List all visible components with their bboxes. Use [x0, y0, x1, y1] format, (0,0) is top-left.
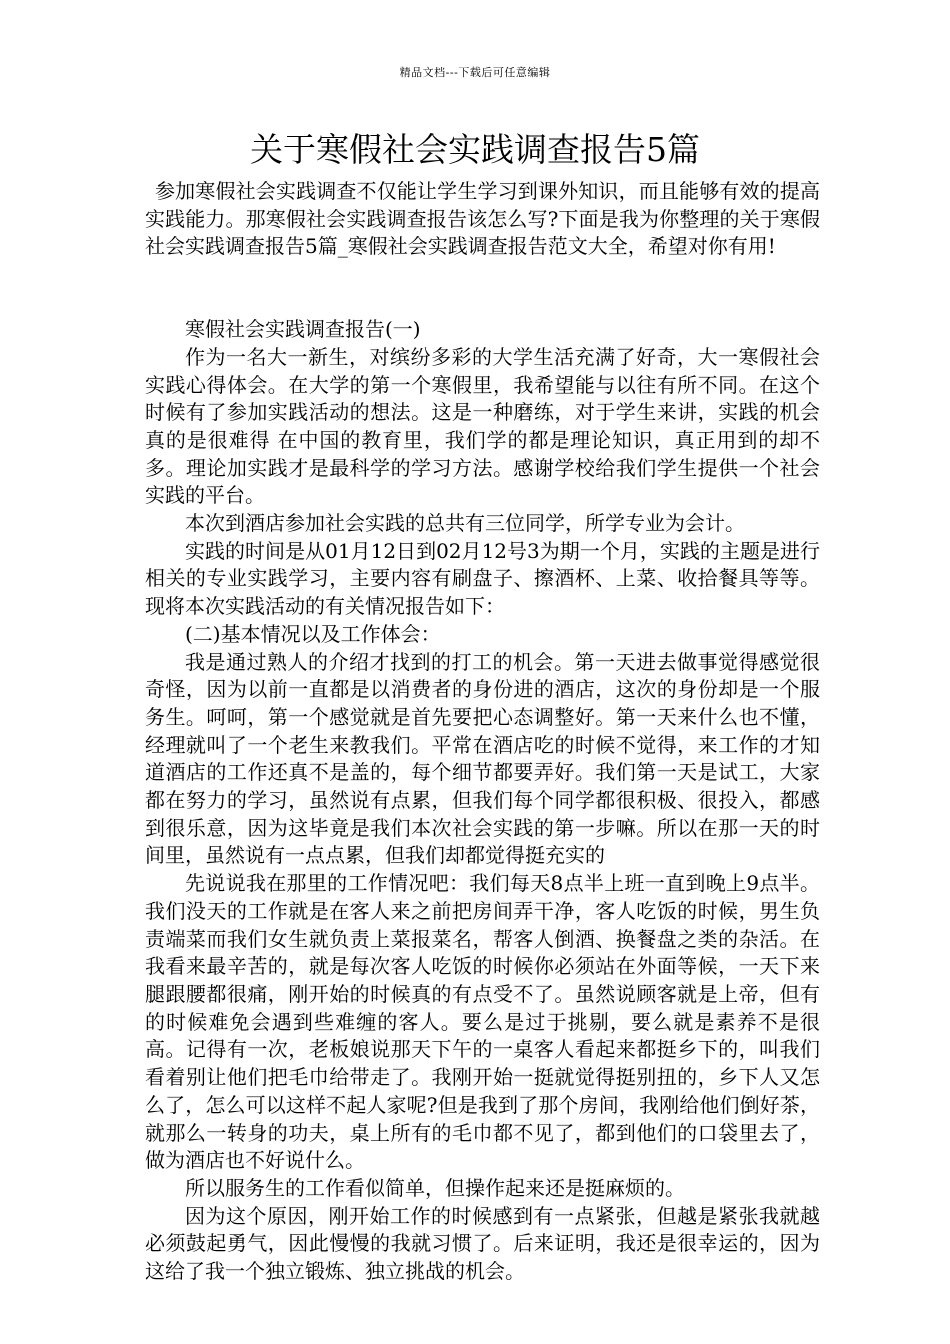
paragraph-6: 所以服务生的工作看似简单，但操作起来还是挺麻烦的。	[185, 1175, 685, 1200]
paragraph-7: 因为这个原因，刚开始工作的时候感到有一点紧张，但越是紧张我就越必须鼓起勇气，因此慢慢的我就习惯了。后来证明，我还是很幸运的，因为这给了我一个独立锻炼、独立挑战的机会。	[145, 1203, 820, 1284]
paragraph-4: 我是通过熟人的介绍才找到的打工的机会。第一天进去做事觉得感觉很奇怪，因为以前一直都是以消费者的身份进的酒店，这次的身份却是一个服务生。呵呵，第一个感觉就是首先要把心态调整好。第一天来什么也不懂，经理就叫了一个老生来教我们。平常在酒店吃的时候不觉得，来工作的才知道酒店的工作还真不是盖的，每个细节都要弄好。我们第一天是试工，大家都在努力的学习，虽然说有点累，但我们每个同学都很积极、很投入，都感到很乐意，因为这毕竟是我们本次社会实践的第一步嘛。所以在那一天的时间里，虽然说有一点点累，但我们却都觉得挺充实的	[145, 649, 820, 868]
document-title: 关于寒假社会实践调查报告5篇	[250, 130, 700, 169]
section-heading-2: (二)基本情况以及工作体会：	[185, 621, 441, 646]
paragraph-1: 作为一名大一新生，对缤纷多彩的大学生活充满了好奇，大一寒假社会实践心得体会。在大学的第一个寒假里，我希望能与以往有所不同。在这个时候有了参加实践活动的想法。这是一种磨练，对于学生来讲，实践的机会真的是很难得 在中国的教育里，我们学的都是理论知识，真正用到的却不多。理论加实践才是最科学的学习方法。感谢学校给我们学生提供一个社会实践的平台。	[145, 344, 820, 508]
header-note: 精品文档---下载后可任意编辑	[399, 66, 551, 79]
paragraph-5: 先说说我在那里的工作情况吧：我们每天8点半上班一直到晚上9点半。我们没天的工作就是在客人来之前把房间弄干净，客人吃饭的时候，男生负责端菜而我们女生就负责上菜报菜名，帮客人倒酒、换餐盘之类的杂活。在我看来最辛苦的，就是每次客人吃饭的时候你必须站在外面等候，一天下来腿跟腰都很痛，刚开始的时候真的有点受不了。虽然说顾客就是上帝，但有的时候难免会遇到些难缠的客人。要么是过于挑剔，要么就是素养不是很高。记得有一次，老板娘说那天下午的一桌客人看起来都挺乡下的，叫我们看着别让他们把毛巾给带走了。我刚开始一挺就觉得挺别扭的，乡下人又怎么了，怎么可以这样不起人家呢?但是我到了那个房间，我刚给他们倒好茶，就那么一转身的功夫，桌上所有的毛巾都不见了，都到他们的口袋里去了，做为酒店也不好说什么。	[145, 871, 820, 1173]
intro-paragraph: 参加寒假社会实践调查不仅能让学生学习到课外知识，而且能够有效的提高实践能力。那寒假社会实践调查报告该怎么写?下面是我为你整理的关于寒假社会实践调查报告5篇_寒假社会实践调查报告范文大全，希望对你有用!	[145, 179, 820, 259]
paragraph-gap	[145, 261, 820, 316]
paragraph-3: 实践的时间是从01月12日到02月12号3为期一个月，实践的主题是进行相关的专业实践学习，主要内容有刷盘子、擦酒杯、上菜、收拾餐具等等。现将本次实践活动的有关情况报告如下：	[145, 538, 820, 619]
document-body	[145, 178, 820, 1286]
section-heading-1: 寒假社会实践调查报告(一)	[185, 317, 421, 342]
paragraph-2: 本次到酒店参加社会实践的总共有三位同学，所学专业为会计。	[185, 511, 745, 536]
